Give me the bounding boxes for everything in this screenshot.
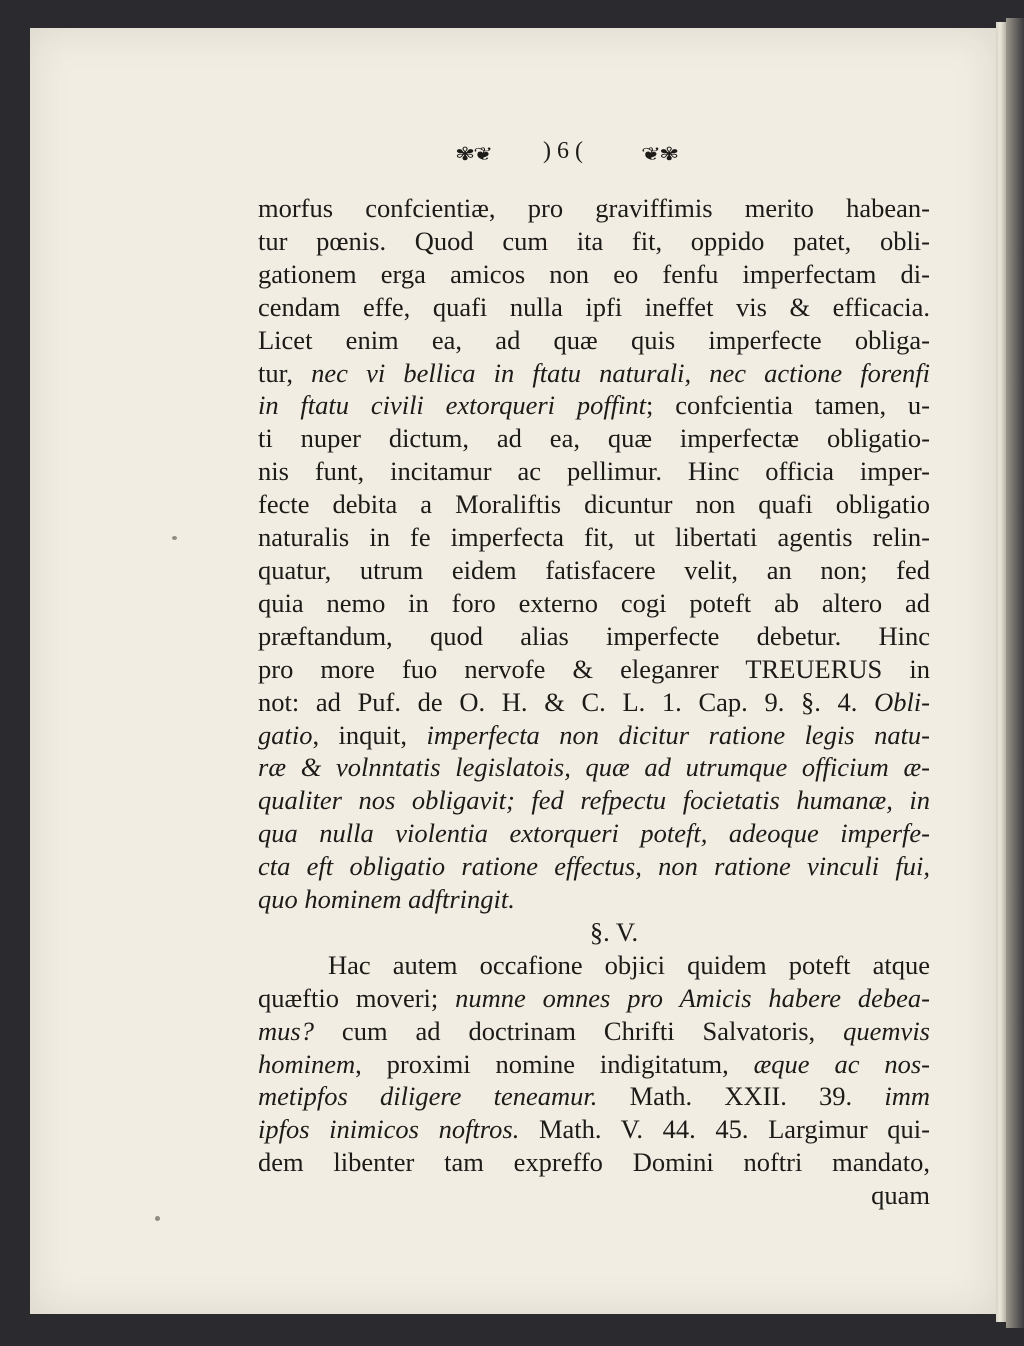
text-line: ti nuper dictum, ad ea, quæ imperfectæ obligatio- xyxy=(258,423,930,454)
text-line: dem libenter tam expreffo Domini noftri mandato, xyxy=(258,1147,930,1178)
text-line: naturalis in fe imperfecta fit, ut libertati agentis relin- xyxy=(258,522,930,553)
text-line: tur, nec vi bellica in ftatu naturali, nec actione forenfi xyxy=(258,357,930,388)
page-header xyxy=(455,138,755,172)
text-line: cendam effe, quafi nulla ipfi ineffet vis & efficacia. xyxy=(258,291,930,322)
text-line: in ftatu civili extorqueri poffint; confcientia tamen, u- xyxy=(258,390,930,421)
text-line: gationem erga amicos non eo fenfu imperfectam di- xyxy=(258,258,930,289)
text-line: cta eft obligatio ratione effectus, non ratione vinculi fui, xyxy=(258,851,930,882)
text-line: quo hominem adftringit. xyxy=(258,884,515,915)
text-line: morfus confcientiæ, pro graviffimis merito habean- xyxy=(258,193,930,223)
text-line: ræ & volnntatis legislatois, quæ ad utrumque officium æ- xyxy=(258,752,930,783)
text-line: quæftio moveri; numne omnes pro Amicis habere debea- xyxy=(258,982,930,1013)
text-line: Hac autem occafione objici quidem poteft atque xyxy=(328,949,930,980)
text-line: quia nemo in foro externo cogi poteft ab altero ad xyxy=(258,587,930,618)
text-line: præftandum, quod alias imperfecte debetur. Hinc xyxy=(258,620,930,651)
text-line: mus? cum ad doctrinam Chrifti Salvatoris, quemvis xyxy=(258,1015,930,1046)
ornament-left-icon: ✾❦ xyxy=(455,145,492,165)
text-line: qua nulla violentia extorqueri poteft, adeoque imperfe- xyxy=(258,818,930,849)
ornament-right-icon: ❦✾ xyxy=(641,145,678,165)
text-line: nis funt, incitamur ac pellimur. Hinc officia imper- xyxy=(258,456,930,487)
text-line: not: ad Puf. de O. H. & C. L. 1. Cap. 9. §. 4. Obli- xyxy=(258,686,930,717)
ink-speck xyxy=(155,1216,160,1221)
text-line: Licet enim ea, ad quæ quis imperfecte obliga- xyxy=(258,324,930,355)
text-line: tur pœnis. Quod cum ita fit, oppido patet, obli- xyxy=(258,225,930,256)
text-line: metipfos diligere teneamur. Math. XXII. 39. imm xyxy=(258,1081,930,1112)
section-heading: §. V. xyxy=(589,916,639,947)
body-text xyxy=(258,192,930,1212)
page-edge xyxy=(996,22,1006,1322)
ink-speck xyxy=(172,536,177,540)
text-line: hominem, proximi nomine indigitatum, æque ac nos- xyxy=(258,1048,930,1079)
text-line: fecte debita a Moraliftis dicuntur non quafi obligatio xyxy=(258,489,930,520)
text-line: ipfos inimicos noftros. Math. V. 44. 45. Largimur qui- xyxy=(258,1114,930,1145)
page-number: ) 6 ( xyxy=(543,138,583,164)
text-line: qualiter nos obligavit; fed refpectu focietatis humanæ, in xyxy=(258,785,930,816)
page-edge-shadow xyxy=(1006,18,1024,1328)
catchword: quam xyxy=(871,1180,930,1211)
text-line: quatur, utrum eidem fatisfacere velit, an non; fed xyxy=(258,554,930,585)
text-line: pro more fuo nervofe & eleganrer TREUERUS in xyxy=(258,653,930,684)
text-line: gatio, inquit, imperfecta non dicitur ratione legis natu- xyxy=(258,719,931,750)
